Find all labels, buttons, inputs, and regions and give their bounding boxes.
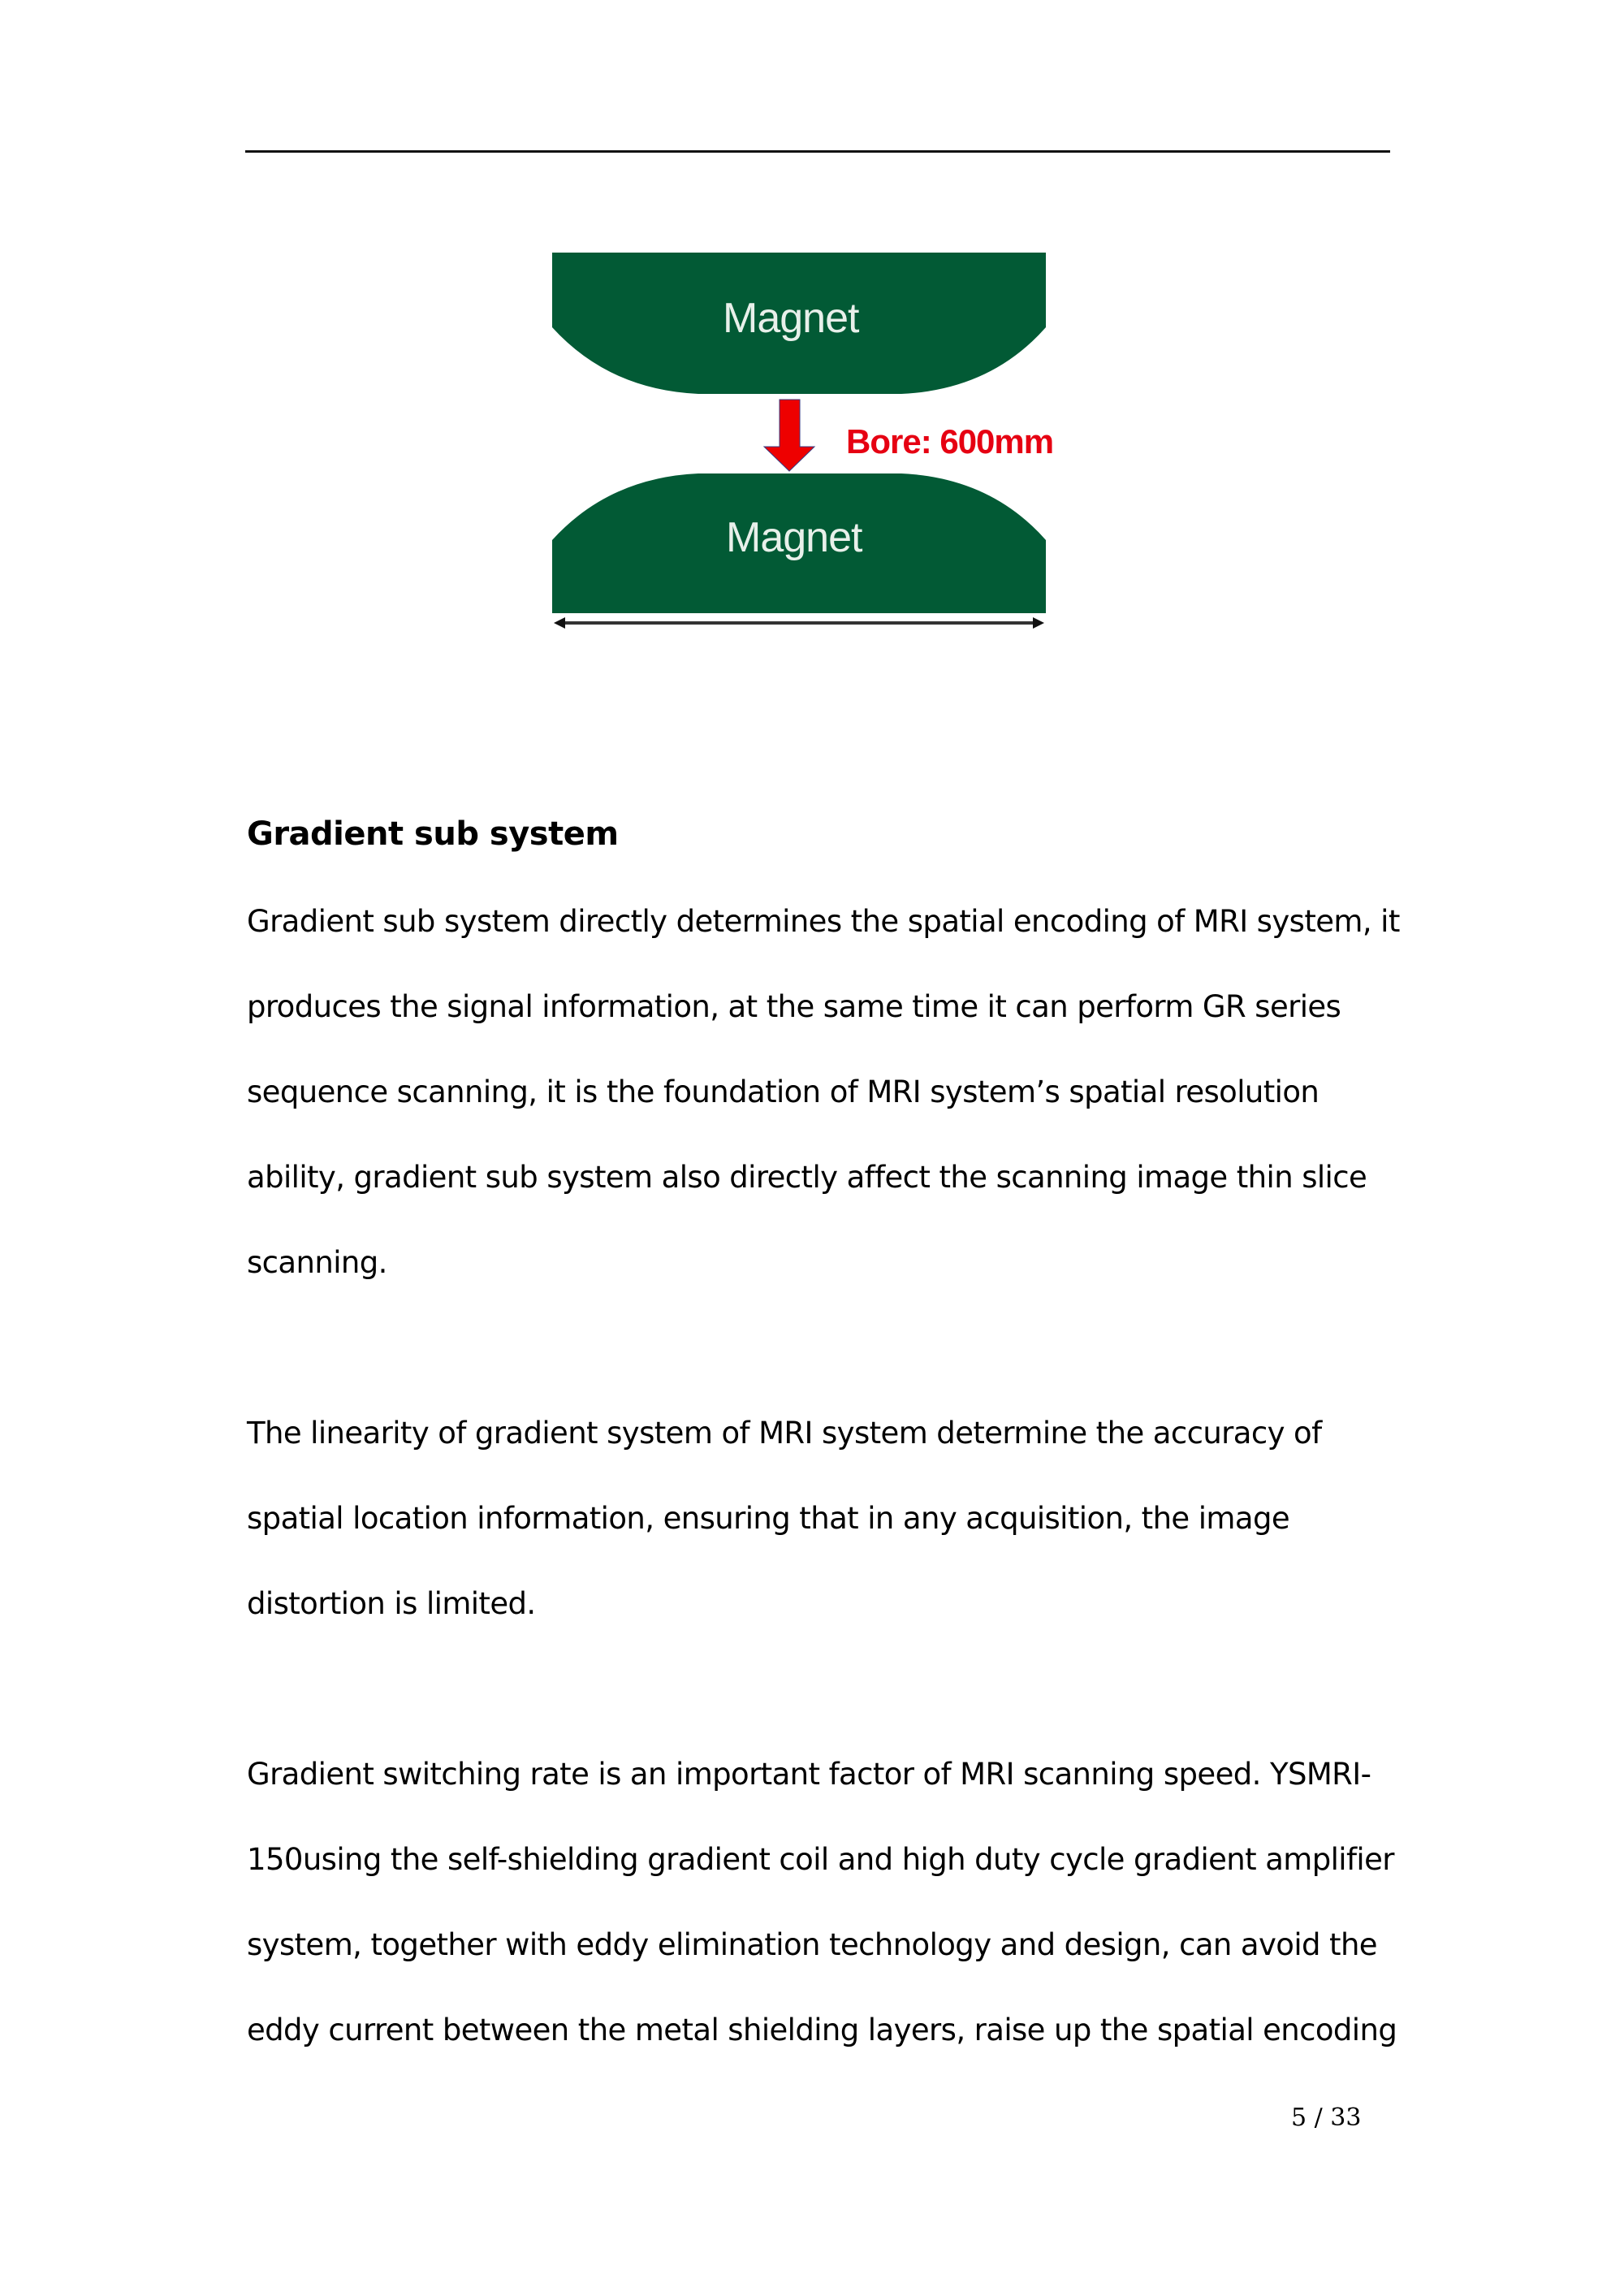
paragraph-line: produces the signal information, at the same time it can perform GR series bbox=[247, 989, 1341, 1024]
paragraph-line: Gradient sub system directly determines the spatial encoding of MRI system, it bbox=[247, 904, 1400, 939]
bore-dimension-label: Bore: 600mm bbox=[846, 422, 1054, 460]
paragraph-line: scanning. bbox=[247, 1245, 387, 1280]
dimension-arrow-right-icon bbox=[1033, 617, 1044, 629]
paragraph-line: system, together with eddy elimination technology and design, can avoid the bbox=[247, 1927, 1377, 1962]
paragraph-line: ability, gradient sub system also directly affect the scanning image thin slice bbox=[247, 1160, 1367, 1195]
paragraph-line: Gradient switching rate is an important factor of MRI scanning speed. YSMRI- bbox=[247, 1757, 1371, 1792]
top-magnet-label: Magnet bbox=[723, 295, 859, 342]
page-number: 5 / 33 bbox=[1291, 2104, 1362, 2132]
bore-arrow-icon bbox=[764, 400, 814, 471]
paragraph-line: The linearity of gradient system of MRI system determine the accuracy of bbox=[247, 1416, 1322, 1451]
dimension-arrow-left-icon bbox=[554, 617, 565, 629]
paragraph-line: spatial location information, ensuring that in any acquisition, the image bbox=[247, 1501, 1289, 1536]
magnet-bore-diagram bbox=[536, 244, 1088, 698]
header-rule bbox=[245, 150, 1390, 153]
paragraph-line: 150using the self-shielding gradient coil and high duty cycle gradient amplifier bbox=[247, 1842, 1394, 1877]
bottom-magnet-label: Magnet bbox=[726, 514, 862, 561]
paragraph-line: eddy current between the metal shielding layers, raise up the spatial encoding bbox=[247, 2013, 1397, 2047]
section-heading: Gradient sub system bbox=[247, 815, 619, 853]
paragraph-line: sequence scanning, it is the foundation of MRI system’s spatial resolution bbox=[247, 1074, 1320, 1109]
paragraph-line: distortion is limited. bbox=[247, 1586, 536, 1621]
